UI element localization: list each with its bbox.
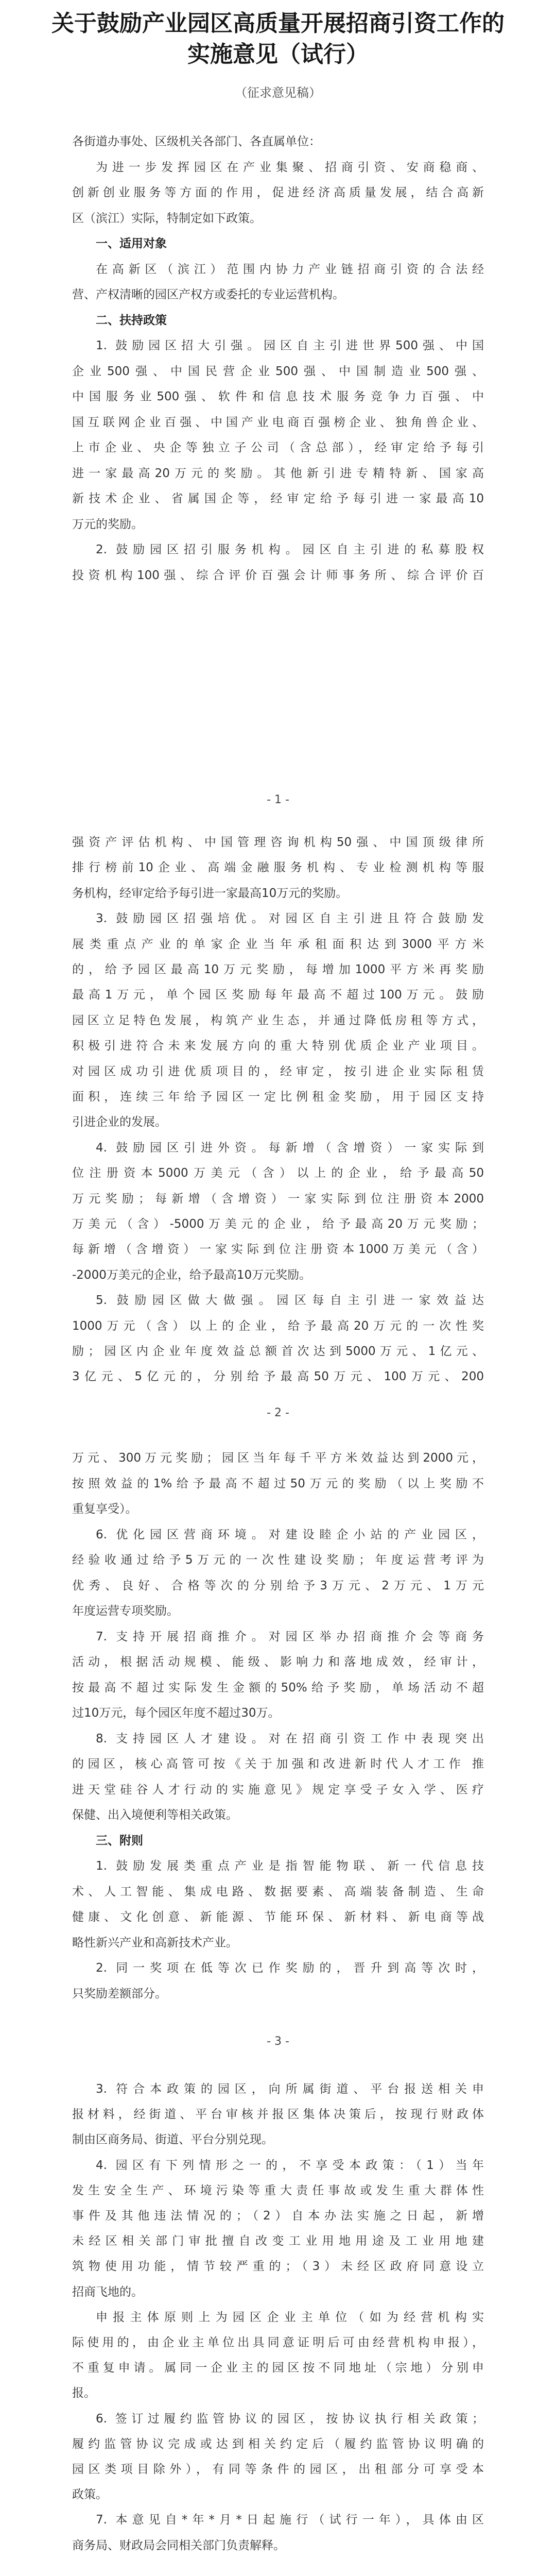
body-text-line: 商务局、财政局会同相关部门负责解释。 xyxy=(72,2539,285,2552)
document-title-line-1: 关于鼓励产业园区高质量开展招商引资工作的 xyxy=(51,10,505,37)
body-text-line: 园区类项目除外），有同等条件的园区，出租部分可享受本 xyxy=(72,2463,484,2476)
body-text-line: 按照效益的1%给予最高不超过50万元的奖励（以上奖励不 xyxy=(72,1477,484,1490)
body-text-line: 在高新区（滨江）范围内协力产业链招商引资的合法经 xyxy=(96,263,484,276)
body-text-line: 的园区，核心高管可按《关于加强和改进新时代人才工作 推 xyxy=(72,1757,484,1771)
body-text-line: 重复享受）。 xyxy=(72,1502,137,1516)
body-text-line: 强资产评估机构、中国管理咨询机构50强、中国顶级律所 xyxy=(72,836,484,849)
body-text-line: 排行榜前10企业、高端金融服务机构、专业检测机构等服 xyxy=(72,861,484,874)
body-text-line: 6. 优化园区营商环境。对建设睦企小站的产业园区， xyxy=(96,1528,484,1541)
body-text-line: 3. 符合本政策的园区，向所属街道、平台报送相关申 xyxy=(96,2082,484,2096)
body-text-line: 新技术企业、省属国企等，经审定给予每引进一家最高10 xyxy=(72,492,484,505)
body-text-line: 报。 xyxy=(72,2386,96,2400)
body-text-line: 未经区相关部门审批擅自改变工业用地用途及工业用地建 xyxy=(72,2234,484,2248)
body-text-line: 进一家最高20万元的奖励。其他新引进专精特新、国家高 xyxy=(72,467,484,480)
body-text-line: 对园区成功引进优质项目的，经审定，按引进企业实际租赁 xyxy=(72,1065,484,1078)
body-text-line: 过10万元，每个园区年度不超过30万。 xyxy=(72,1706,280,1720)
document-title-line-2: 实施意见（试行） xyxy=(187,41,369,67)
body-text-line: 的，给予园区最高10万元奖励，每增加1000平方米再奖励 xyxy=(72,963,484,976)
page-number: - 2 - xyxy=(267,1406,289,1419)
body-text-line: 保健、出入境便利等相关政策。 xyxy=(72,1808,238,1822)
body-text-line: 只奖励差额部分。 xyxy=(72,1987,167,2001)
body-text-line: 不重复申请。属同一企业主的园区按不同地址（宗地）分别申 xyxy=(72,2361,484,2375)
body-text-line: 健康、文化创意、新能源、节能环保、新材料、新电商等战 xyxy=(72,1910,484,1924)
section-heading: 三、附则 xyxy=(96,1834,143,1848)
body-text-line: 事件及其他违法情况的；（2）自本办法实施之日起，新增 xyxy=(72,2209,484,2223)
body-text-line: 每新增（含增资）一家实际到位注册资本1000万美元（含） xyxy=(72,1243,484,1256)
body-text-line: 创新创业服务等方面的作用，促进经济高质量发展，结合高新 xyxy=(72,186,484,199)
body-text-line: 万美元（含）-5000万美元的企业，给予最高20万元奖励； xyxy=(72,1217,484,1231)
body-text-line: 务机构，经审定给予每引进一家最高10万元的奖励。 xyxy=(72,887,348,900)
body-text-line: 履约监管协议完成或达到相关约定后（履约监管协议明确的 xyxy=(72,2437,484,2451)
body-text-line: 制由区商务局、街道、平台分别兑现。 xyxy=(72,2133,273,2146)
body-text-line: 年度运营专项奖励。 xyxy=(72,1604,179,1618)
body-text-line: 8. 支持园区人才建设。对在招商引资工作中表现突出 xyxy=(96,1732,484,1745)
body-text-line: 万元的奖励。 xyxy=(72,518,143,531)
body-text-line: 国互联网企业百强、中国产业电商百强榜企业、独角兽企业、 xyxy=(72,416,484,429)
body-text-line: 最高1万元，单个园区奖励每年最高不超过100万元。鼓励 xyxy=(72,988,484,1002)
body-text-line: 经验收通过给予5万元的一次性建设奖励；年度运营考评为 xyxy=(72,1553,484,1567)
body-text-line: 励；园区内企业年度效益总额首次达到5000万元、1亿元、 xyxy=(72,1345,484,1358)
body-text-line: 区（滨江）实际，特制定如下政策。 xyxy=(72,212,262,225)
body-text-line: 4. 园区有下列情形之一的，不享受本政策：（1）当年 xyxy=(96,2159,484,2172)
body-text-line: 4. 鼓励园区引进外资。每新增（含增资）一家实际到 xyxy=(96,1141,484,1155)
body-text-line: 1. 鼓励园区招大引强。园区自主引进世界500强、中国 xyxy=(96,339,484,352)
body-text-line: 5. 鼓励园区做大做强。园区每自主引进一家效益达 xyxy=(96,1294,484,1307)
body-text-line: 2. 鼓励园区招引服务机构。园区自主引进的私募股权 xyxy=(96,543,484,556)
page-number: - 3 - xyxy=(267,2035,289,2048)
body-text-line: 略性新兴产业和高新技术产业。 xyxy=(72,1936,238,1950)
body-text-line: 3亿元、5亿元的，分别给予最高50万元、100万元、200 xyxy=(72,1370,484,1383)
body-text-line: 报材料，经街道、平台审核并报区集体决策后，按现行财政体 xyxy=(72,2108,484,2121)
page-number: - 1 - xyxy=(267,793,289,806)
body-text-line: 申报主体原则上为园区企业主单位（如为经营机构实 xyxy=(96,2311,484,2324)
body-text-line: 3. 鼓励园区招强培优。对园区自主引进且符合鼓励发 xyxy=(96,912,484,925)
body-text-line: 2. 同一奖项在低等次已作奖励的，晋升到高等次时， xyxy=(96,1961,484,1975)
body-text-line: 按最高不超过实际发生金额的50%给予奖励，单场活动不超 xyxy=(72,1681,484,1694)
body-text-line: 活动，根据活动规模、能级、影响力和落地成效，经审计， xyxy=(72,1655,484,1669)
body-text-line: 位注册资本5000万美元（含）以上的企业，给予最高50 xyxy=(72,1166,484,1180)
body-text-line: 中国服务业500强、软件和信息技术服务竞争力百强、中 xyxy=(72,390,484,403)
body-text-line: 1. 鼓励发展类重点产业是指智能物联、新一代信息技 xyxy=(96,1859,484,1873)
body-text-line: 各街道办事处、区级机关各部门、各直属单位： xyxy=(72,135,321,148)
body-text-line: 展类重点产业的单家企业当年承租面积达到3000平方米 xyxy=(72,938,484,951)
body-text-line: 7. 本意见自*年*月*日起施行（试行一年），具体由区 xyxy=(96,2513,484,2527)
body-text-line: 为进一步发挥园区在产业集聚、招商引资、安商稳商、 xyxy=(96,161,484,174)
body-text-line: 进天堂硅谷人才行动的实施意见》规定享受子女入学、医疗 xyxy=(72,1783,484,1797)
section-heading: 二、扶持政策 xyxy=(96,314,167,327)
body-text-line: 面积，连续三年给予园区一定比例租金奖励，用于园区支持 xyxy=(72,1090,484,1104)
body-text-line: 筑物使用功能，情节较严重的；（3）未经区政府同意设立 xyxy=(72,2260,484,2273)
body-text-line: 积极引进符合未来发展方向的重大特别优质企业产业项目。 xyxy=(72,1039,484,1053)
body-text-line: 优秀、良好、合格等次的分别给予3万元、2万元、1万元 xyxy=(72,1579,484,1592)
body-text-line: 招商飞地的。 xyxy=(72,2285,143,2299)
body-text-line: 术、人工智能、集成电路、数据要素、高端装备制造、生命 xyxy=(72,1885,484,1899)
section-heading: 一、适用对象 xyxy=(96,237,167,250)
body-text-line: 6. 签订过履约监管协议的园区，按协议执行相关政策； xyxy=(96,2412,484,2426)
body-text-line: 际使用的，由企业主单位出具同意证明后可由经营机构申报）， xyxy=(72,2336,484,2349)
body-text-line: 营、产权清晰的园区产权方或委托的专业运营机构。 xyxy=(72,288,344,301)
body-text-line: -2000万美元的企业，给予最高10万元奖励。 xyxy=(72,1268,311,1282)
body-text-line: 政策。 xyxy=(72,2488,108,2501)
document-subtitle: （征求意见稿） xyxy=(235,86,321,100)
body-text-line: 1000万元（含）以上的企业，给予最高20万元的一次性奖 xyxy=(72,1319,484,1333)
body-text-line: 万元奖励；每新增（含增资）一家实际到位注册资本2000 xyxy=(72,1192,484,1206)
body-text-line: 投资机构100强、综合评价百强会计师事务所、综合评价百 xyxy=(72,569,484,582)
body-text-line: 7. 支持开展招商推介。对园区举办招商推介会等商务 xyxy=(96,1630,484,1643)
body-text-line: 发生安全生产、环境污染等重大责任事故或发生重大群体性 xyxy=(72,2184,484,2197)
body-text-line: 引进企业的发展。 xyxy=(72,1115,167,1129)
body-text-line: 企业500强、中国民营企业500强、中国制造业500强、 xyxy=(72,365,484,378)
body-text-line: 上市企业、央企等独立子公司（含总部），经审定给予每引 xyxy=(72,441,484,454)
body-text-line: 万元、300万元奖励；园区当年每千平方米效益达到2000元， xyxy=(72,1451,484,1465)
body-text-line: 园区立足特色发展，构筑产业生态，并通过降低房租等方式， xyxy=(72,1014,484,1027)
